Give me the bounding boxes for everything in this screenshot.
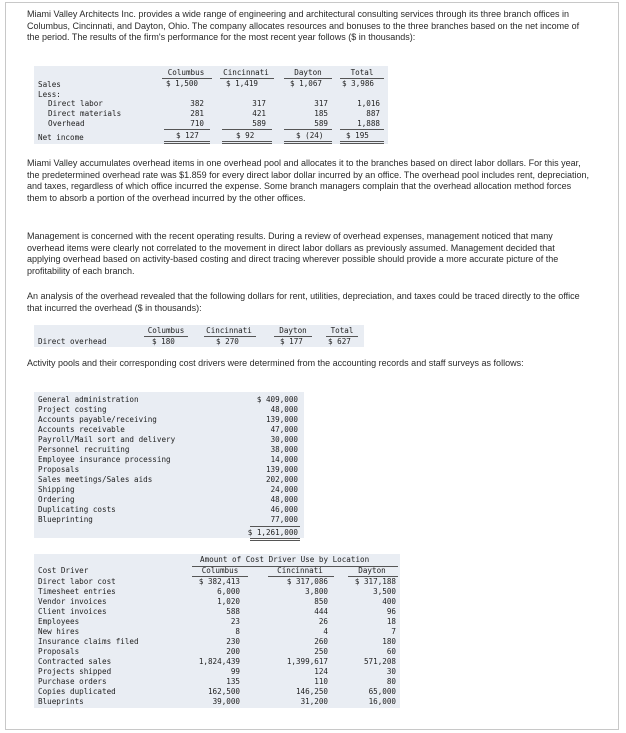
direct-labor-total: 1,016 [357,99,380,108]
cost-driver-name: Vendor invoices [38,597,107,606]
direct-overhead-columbus: $ 180 [152,337,175,346]
cost-driver-value: 571,208 [363,657,396,666]
activity-pool-name: Shipping [38,485,75,494]
overhead-dayton: 589 [314,119,328,128]
driver-header-cincinnati: Cincinnati [277,566,323,575]
sales-dayton: $ 1,067 [290,79,323,88]
cost-driver-name: Timesheet entries [38,587,116,596]
less-label: Less: [38,90,61,99]
cost-driver-value: 146,250 [295,687,328,696]
overhead-total: 1,888 [357,119,380,128]
cost-driver-value: 135 [226,677,240,686]
direct-materials-columbus: 281 [190,109,204,118]
cost-driver-value: 1,020 [217,597,240,606]
activity-pool-amount: 139,000 [265,465,298,474]
cost-driver-name: Blueprints [38,697,84,706]
direct-overhead-label: Direct overhead [38,337,107,346]
net-income-columbus: $ 127 [176,131,199,140]
direct-labor-dayton: 317 [314,99,328,108]
cost-driver-value: 16,000 [368,697,396,706]
direct-overhead-total: $ 627 [328,337,351,346]
net-income-dayton: $ (24) [296,131,324,140]
cost-driver-value: $ 382,413 [198,577,240,586]
cost-driver-value: 26 [318,617,328,626]
cost-driver-value: 23 [230,617,240,626]
overhead-cincinnati: 589 [252,119,266,128]
cost-driver-value: 230 [226,637,240,646]
cost-driver-value: 80 [386,677,396,686]
cost-driver-value: 1,824,439 [198,657,240,666]
direct-labor-columbus: 382 [190,99,204,108]
cost-driver-value: 1,399,617 [286,657,328,666]
sales-columbus: $ 1,500 [166,79,199,88]
cost-driver-value: 260 [314,637,328,646]
activity-pool-amount: 24,000 [270,485,298,494]
cost-driver-value: $ 317,188 [354,577,396,586]
activity-pool-amount: 14,000 [270,455,298,464]
cost-driver-value: 65,000 [368,687,396,696]
cost-driver-name: Insurance claims filed [38,637,139,646]
activity-pool-name: Payroll/Mail sort and delivery [38,435,176,444]
direct-header-columbus: Columbus [147,326,185,335]
cost-driver-value: 124 [314,667,328,676]
income-header-cincinnati: Cincinnati [223,68,269,77]
activity-pool-amount: 30,000 [270,435,298,444]
direct-header-cincinnati: Cincinnati [206,326,252,335]
overhead-columbus: 710 [190,119,204,128]
activity-total: $ 1,261,000 [247,528,298,537]
driver-header-dayton: Dayton [358,566,386,575]
activity-pool-name: Personnel recruiting [38,445,130,454]
direct-materials-cincinnati: 421 [252,109,266,118]
cost-driver-value: 250 [314,647,328,656]
activity-pool-name: Sales meetings/Sales aids [38,475,153,484]
activity-pool-name: Blueprinting [38,515,93,524]
analysis-paragraph: An analysis of the overhead revealed that the following dollars for rent, utilities, depreciation, and taxes could be traced directly to the office that incurred the overhead ($ in thousands): [27,291,580,313]
cost-driver-value: 96 [386,607,396,616]
net-income-total: $ 195 [346,131,369,140]
activity-pool-name: Ordering [38,495,75,504]
allocation-paragraph: Miami Valley accumulates overhead items in one overhead pool and allocates it to the branches based on direct labor dollars. For this year, the predetermined overhead rate was $1.859 for every direct labor dollar incurred by an office. The overhead pool includes rent, depreciation, and taxes, regardless of which office incurred the expense. Some branch managers complain that the overhead allocation method forces them to absorb a portion of the overhead incurred by the other offices. [27,158,590,203]
activity-paragraph: Activity pools and their corresponding cost drivers were determined from the accounting records and staff surveys as follows: [27,358,524,368]
direct-labor-cincinnati: 317 [252,99,266,108]
cost-driver-value: 7 [391,627,396,636]
cost-driver-value: $ 317,086 [286,577,328,586]
cost-driver-value: 99 [230,667,240,676]
cost-driver-value: 8 [235,627,240,636]
income-header-total: Total [350,68,374,77]
direct-labor-label: Direct labor [48,99,103,108]
direct-header-total: Total [330,326,354,335]
activity-pool-name: Accounts receivable [38,425,125,434]
activity-pool-amount: 38,000 [270,445,298,454]
cost-driver-name: Client invoices [38,607,107,616]
cost-driver-value: 3,500 [373,587,396,596]
activity-pool-name: Project costing [38,405,107,414]
activity-pool-amount: 48,000 [270,405,298,414]
intro-paragraph: Miami Valley Architects Inc. provides a wide range of engineering and architectural consulting services through its three branch offices in Columbus, Cincinnati, and Dayton, Ohio. The company allocates resources and bonuses to the three branches based on the net income of the period. The results of the firm's performance for the most recent year follows ($ in thousands): [27,9,580,43]
direct-header-dayton: Dayton [279,326,307,335]
activity-pool-amount: 77,000 [270,515,298,524]
cost-driver-value: 6,000 [217,587,240,596]
cost-driver-name: Copies duplicated [38,687,116,696]
activity-pool-name: Duplicating costs [38,505,116,514]
cost-driver-value: 400 [382,597,396,606]
sales-label: Sales [38,80,61,89]
cost-driver-name: Direct labor cost [38,577,116,586]
direct-overhead-dayton: $ 177 [280,337,303,346]
cost-driver-name: Purchase orders [38,677,107,686]
driver-header-columbus: Columbus [201,566,239,575]
cost-driver-name: Employees [38,617,80,626]
activity-pool-name: Proposals [38,465,80,474]
net-income-cincinnati: $ 92 [236,131,255,140]
cost-driver-name: Projects shipped [38,667,112,676]
direct-materials-dayton: 185 [314,109,328,118]
direct-materials-label: Direct materials [48,109,122,118]
cost-driver-value: 588 [226,607,240,616]
driver-table-title: Amount of Cost Driver Use by Location [200,555,370,564]
activity-pool-amount: $ 409,000 [256,395,298,404]
activity-pool-name: Accounts payable/receiving [38,415,157,424]
cost-driver-name: Contracted sales [38,657,112,666]
sales-total: $ 3,986 [342,79,375,88]
income-header-dayton: Dayton [294,68,322,77]
activity-pool-amount: 139,000 [265,415,298,424]
cost-driver-value: 30 [386,667,396,676]
activity-total-double-rule [250,538,300,541]
overhead-label: Overhead [48,119,85,128]
cost-driver-value: 200 [226,647,240,656]
cost-driver-value: 444 [314,607,328,616]
cost-driver-header: Cost Driver [38,566,89,575]
activity-pool-amount: 202,000 [265,475,298,484]
cost-driver-value: 4 [323,627,328,636]
cost-driver-name: New hires [38,627,80,636]
cost-driver-value: 110 [314,677,328,686]
cost-driver-value: 60 [386,647,396,656]
activity-pool-name: Employee insurance processing [38,455,171,464]
direct-materials-total: 887 [366,109,380,118]
income-header-columbus: Columbus [167,68,205,77]
cost-driver-value: 162,500 [207,687,240,696]
cost-driver-value: 39,000 [212,697,240,706]
management-paragraph: Management is concerned with the recent operating results. During a review of overhead expenses, management noticed that many overhead items were clearly not correlated to the movement in direct labor dollars as previously assumed. Management decided that applying overhead based on activity-based costing and direct tracing wherever possible should provide a more accurate picture of the profitability of each branch. [27,231,559,276]
activity-pool-amount: 47,000 [270,425,298,434]
activity-total-rule [250,526,300,527]
cost-driver-value: 3,800 [305,587,328,596]
activity-pool-amount: 46,000 [270,505,298,514]
cost-driver-name: Proposals [38,647,80,656]
activity-pool-amount: 48,000 [270,495,298,504]
activity-pool-name: General administration [38,395,139,404]
direct-overhead-cincinnati: $ 270 [216,337,239,346]
cost-driver-value: 850 [314,597,328,606]
net-income-label: Net income [38,133,84,142]
cost-driver-value: 180 [382,637,396,646]
cost-driver-value: 18 [386,617,396,626]
cost-driver-value: 31,200 [300,697,328,706]
sales-cincinnati: $ 1,419 [226,79,259,88]
